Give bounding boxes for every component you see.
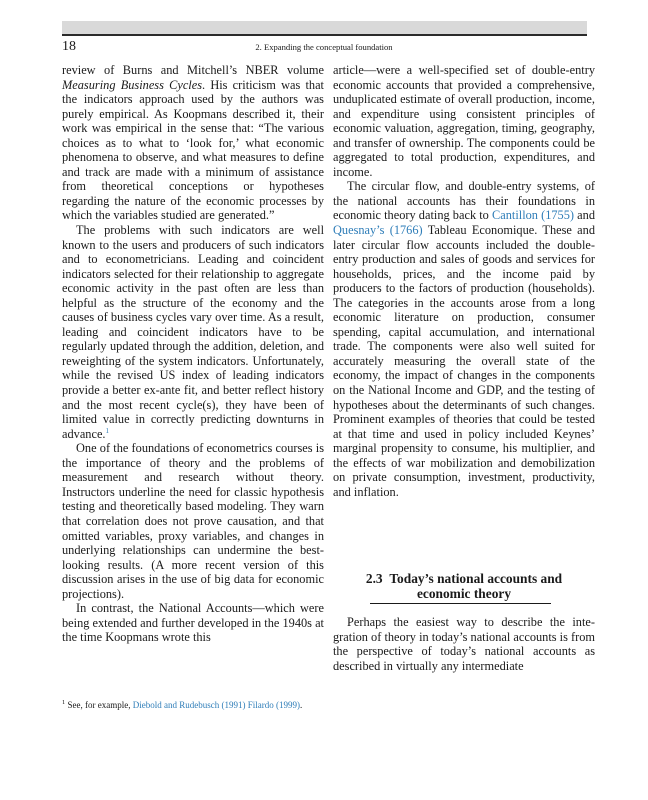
citation-link-quesnay[interactable]: Quesnay’s (1766) [333, 223, 423, 238]
running-head: 2. Expanding the conceptual foundation [255, 42, 393, 52]
footnote: $^1$ See, for example, Diebold and Rudebusch (1991) Filardo (1999). [62, 699, 303, 710]
book-title: Measuring Business Cycles [62, 77, 203, 92]
section-heading [333, 571, 595, 601]
paragraph: article—were a well-specified set of double-entry economic accounts that provided a comprehensive, unduplicated estimate of overall production, income, and expenditure using consistent principles of economic valuation, aggregation, timing, geography, and transfer of ownership. The components could be aggregated to total production, expenditures, and income. [333, 63, 595, 179]
citation-link-filardo[interactable]: Filardo (1999) [247, 700, 300, 710]
right-column [333, 63, 595, 499]
left-column [62, 63, 324, 645]
paragraph: Perhaps the easiest way to describe the integration of theory in today’s national accounts is from the perspective of today’s national accounts as described in virtually any intermediate [333, 615, 595, 673]
footnote-marker: 1 [62, 699, 66, 706]
paragraph: In contrast, the National Accounts—which were being extended and further developed in the 1940s at the time Koopmans wrote this [62, 601, 324, 645]
page-number: 18 [62, 39, 76, 54]
citation-link-diebold[interactable]: Diebold and Rudebusch (1991) [132, 700, 246, 710]
header-rule [62, 34, 587, 36]
paragraph: One of the foundations of econometrics courses is the importance of theory and the problems of measurement and research without theory. Instructors underline the need for classic hypothesis testing and theoretically based modeling. They warn that correlation does not prove causation, and that omitted variables, proxy variables, and changes in underlying relationships can undermine the best-looking results. (A more recent version of this discussion arises in the use of big data for economic projections). [62, 441, 324, 601]
right-column-continued [333, 615, 595, 673]
section-number: 2.3 [365, 571, 383, 586]
paragraph: review of Burns and Mitchell’s NBER volume Measuring Business Cycles. His criticism was that the indicators approach used by the authors was purely empirical. As Koopmans described it, their work was empirical in the sense that: “The various choices as to what to ‘look for,’ what economic phenomena to observe, and what measures to define and track are made with a minimum of assistance from theoretical conceptions or hypotheses regarding the nature of the economic processes by which the variables studied are generated.” [62, 63, 324, 223]
section-rule [370, 603, 551, 604]
paragraph: The circular flow, and double-entry systems, of the national accounts has their foundations in economic theory dating back to Cantillon (1755) and Quesnay’s (1766) Tableau Economique. These and later circular flow accounts included the double-entry production and sales of goods and services for households, prices, and the income paid by producers to the factors of production (households). The categories in the accounts arose from a long economic literature on production, consumer spending, capital accumulation, and international trade. The components were also well suited for accurately measuring the overall state of the economy, the impact of changes in the components on the National Income and GDP, and the testing of hypotheses about the determinants of such changes. Prominent examples of theories that could be tested at that time and used in policy included Keynes’ marginal propensity to consume, his multiplier, and the effects of war mobilization and demobilization on private consumption, investment, productivity, and inflation. [333, 179, 596, 499]
section-title-line2: economic theory [416, 586, 512, 601]
footnote-ref-link[interactable]: 1 [105, 426, 110, 435]
paragraph: The problems with such indicators are well known to the users and producers of such indicators and to econometricians. Leading and coincident indicators selected for their relationship to aggregate economic activity in the past often are less than helpful as the structure of the economy and the causes of business cycles vary over time. As a result, leading and coincident indicators have to be regularly updated through the addition, deletion, and reweighting of the system indicators. Unfortunately, while the revised US index of leading indicators provide a better ex-ante fit, and better reflect history and the most recent cycle(s), they have been of limited value in correctly predicting downturns in advance.$^1$ [62, 223, 324, 441]
header-band [62, 21, 587, 34]
section-title-line1: Today’s national accounts and [389, 571, 563, 586]
citation-link-cantillon[interactable]: Cantillon (1755) [492, 208, 575, 223]
